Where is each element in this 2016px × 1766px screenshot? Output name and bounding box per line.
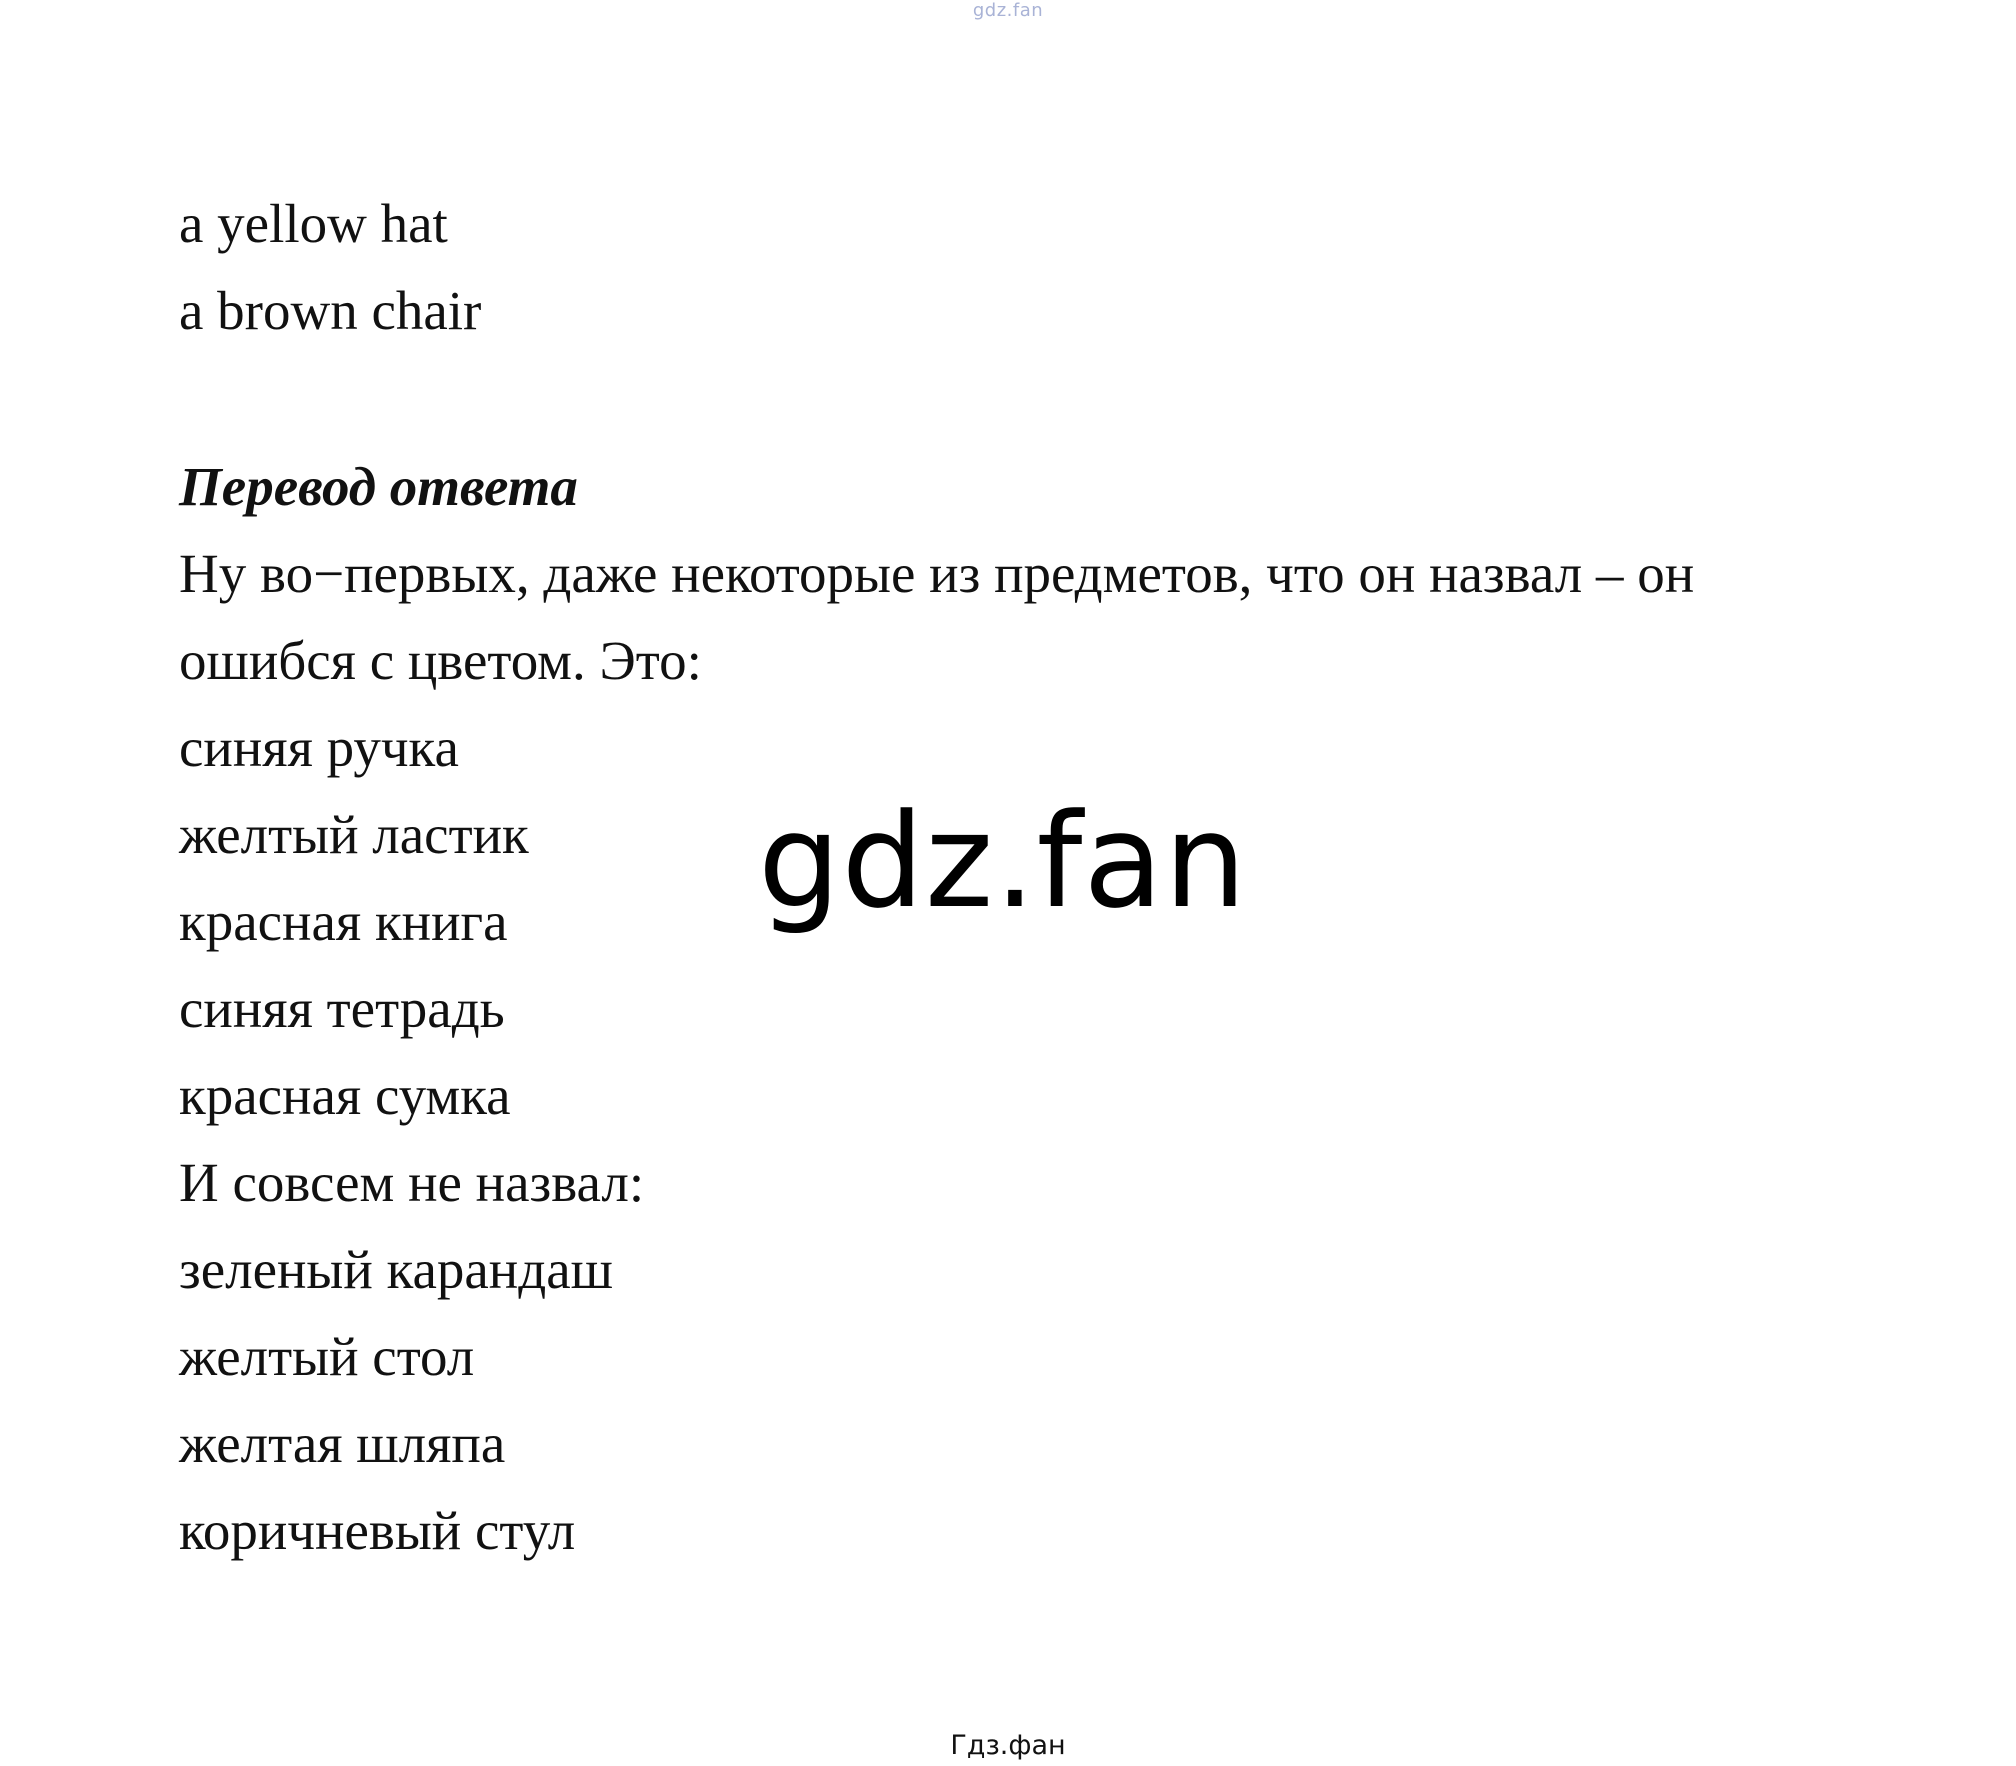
list-item: синяя тетрадь <box>179 978 505 1039</box>
translation-heading: Перевод ответа <box>179 456 578 517</box>
list-item: зеленый карандаш <box>179 1239 613 1300</box>
not-named-intro: И совсем не назвал: <box>179 1152 645 1213</box>
list-item: коричневый стул <box>179 1500 576 1561</box>
list-item: желтый стол <box>179 1326 475 1387</box>
page-footer: Гдз.фан <box>950 1730 1066 1761</box>
top-watermark: gdz.fan <box>972 0 1044 21</box>
english-line: a yellow hat <box>179 193 448 254</box>
list-item: красная сумка <box>179 1065 511 1126</box>
list-item: желтая шляпа <box>179 1413 506 1474</box>
list-item: желтый ластик <box>179 804 529 865</box>
list-item: синяя ручка <box>179 717 459 778</box>
center-watermark: gdz.fan <box>758 785 1248 937</box>
list-item: красная книга <box>179 891 508 952</box>
english-line: a brown chair <box>179 280 482 341</box>
spacer <box>179 354 1879 444</box>
translation-paragraph: Ну во−первых, даже некоторые из предметов, что он назвал – он ошибся с цветом. Это: <box>179 543 1695 691</box>
